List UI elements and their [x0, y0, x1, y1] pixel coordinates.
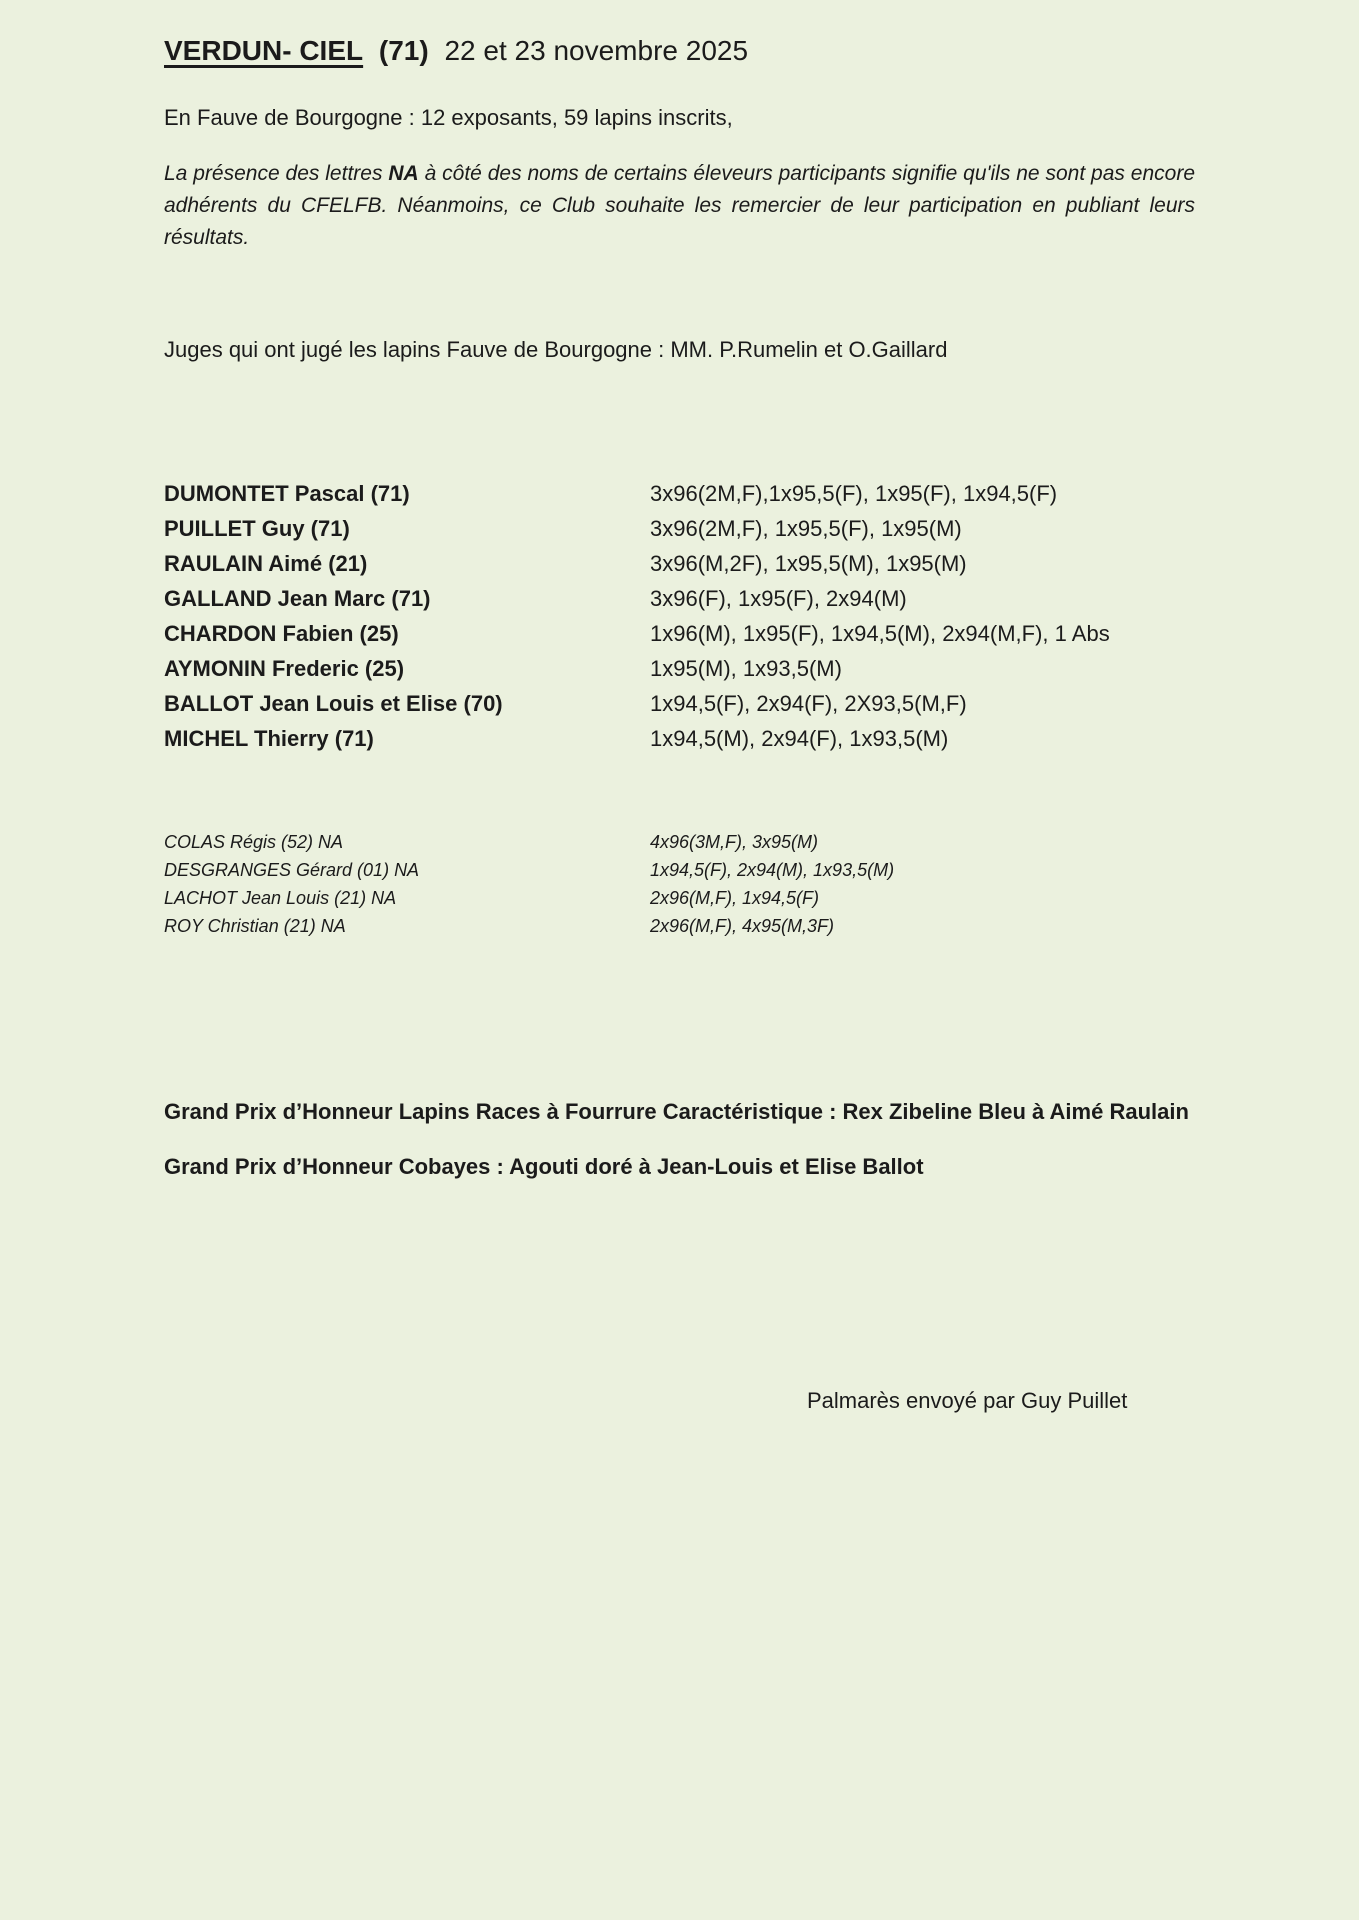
result-row: [164, 686, 1195, 721]
exhibitor-name: CHARDON Fabien (25): [164, 621, 399, 646]
page-title: [164, 34, 1195, 68]
na-note-prefix: La présence des lettres: [164, 162, 389, 185]
exhibitor-scores: 3x96(F), 1x95(F), 2x94(M): [650, 586, 907, 611]
exhibitor-name: MICHEL Thierry (71): [164, 726, 374, 751]
exhibitor-scores: 1x94,5(M), 2x94(F), 1x93,5(M): [650, 726, 949, 751]
exhibitor-scores: 4x96(3M,F), 3x95(M): [650, 832, 819, 852]
result-row: [164, 912, 1195, 940]
exhibitor-name: AYMONIN Frederic (25): [164, 656, 405, 681]
exhibitor-scores: 1x95(M), 1x93,5(M): [650, 656, 842, 681]
grand-prix-cobayes-line: Grand Prix d’Honneur Cobayes : Agouti doré à Jean-Louis et Elise Ballot: [164, 1154, 924, 1179]
na-explanation-note: [164, 158, 1195, 254]
title-date: 22 et 23 novembre 2025: [444, 35, 749, 66]
result-row: [164, 546, 1195, 581]
exhibitor-name: RAULAIN Aimé (21): [164, 551, 368, 576]
exhibitor-scores: 3x96(2M,F), 1x95,5(F), 1x95(M): [650, 516, 962, 541]
exhibitor-scores: 2x96(M,F), 1x94,5(F): [650, 888, 820, 908]
exhibitor-name: DUMONTET Pascal (71): [164, 481, 410, 506]
result-row: [164, 884, 1195, 912]
exhibitor-name: BALLOT Jean Louis et Elise (70): [164, 691, 503, 716]
result-row: [164, 828, 1195, 856]
result-row: [164, 856, 1195, 884]
result-row: [164, 476, 1195, 511]
exhibitor-name: DESGRANGES Gérard (01) NA: [164, 860, 420, 880]
exhibitor-scores: 1x94,5(F), 2x94(F), 2X93,5(M,F): [650, 691, 967, 716]
na-note-suffix: à côté des noms de certains éleveurs participants signifie qu'ils ne sont pas encore adhérents du CFELFB. Néanmoins, ce Club souhaite les remercier de leur participation en publiant leurs résultats.: [164, 162, 1195, 249]
result-row: [164, 511, 1195, 546]
exhibitor-scores: 3x96(M,2F), 1x95,5(M), 1x95(M): [650, 551, 967, 576]
exhibitor-scores: 2x96(M,F), 4x95(M,3F): [650, 916, 835, 936]
result-row: [164, 721, 1195, 756]
result-row: [164, 616, 1195, 651]
exhibitor-scores: 1x96(M), 1x95(F), 1x94,5(M), 2x94(M,F), 1 Abs: [650, 621, 1110, 646]
exhibitor-name: LACHOT Jean Louis (21) NA: [164, 888, 397, 908]
sent-by-line: Palmarès envoyé par Guy Puillet: [807, 1388, 1128, 1413]
exhibitor-name: GALLAND Jean Marc (71): [164, 586, 431, 611]
exhibitor-scores: 1x94,5(F), 2x94(M), 1x93,5(M): [650, 860, 895, 880]
title-city: VERDUN- CIEL: [164, 35, 364, 66]
members-results-list: [164, 476, 1195, 756]
exhibitor-scores: 3x96(2M,F),1x95,5(F), 1x95(F), 1x94,5(F): [650, 481, 1058, 506]
breed-summary-line: En Fauve de Bourgogne : 12 exposants, 59 lapins inscrits,: [164, 105, 733, 130]
exhibitor-name: PUILLET Guy (71): [164, 516, 350, 541]
result-row: [164, 651, 1195, 686]
non-members-results-list: [164, 828, 1195, 940]
grand-prix-lapins-line: Grand Prix d’Honneur Lapins Races à Fourrure Caractéristique : Rex Zibeline Bleu à Aimé Raulain: [164, 1099, 1189, 1124]
exhibitor-name: COLAS Régis (52) NA: [164, 832, 344, 852]
na-note-abbreviation: NA: [388, 162, 419, 185]
exhibitor-name: ROY Christian (21) NA: [164, 916, 346, 936]
result-row: [164, 581, 1195, 616]
judges-line: Juges qui ont jugé les lapins Fauve de Bourgogne : MM. P.Rumelin et O.Gaillard: [164, 337, 948, 362]
title-department: (71): [378, 35, 429, 66]
